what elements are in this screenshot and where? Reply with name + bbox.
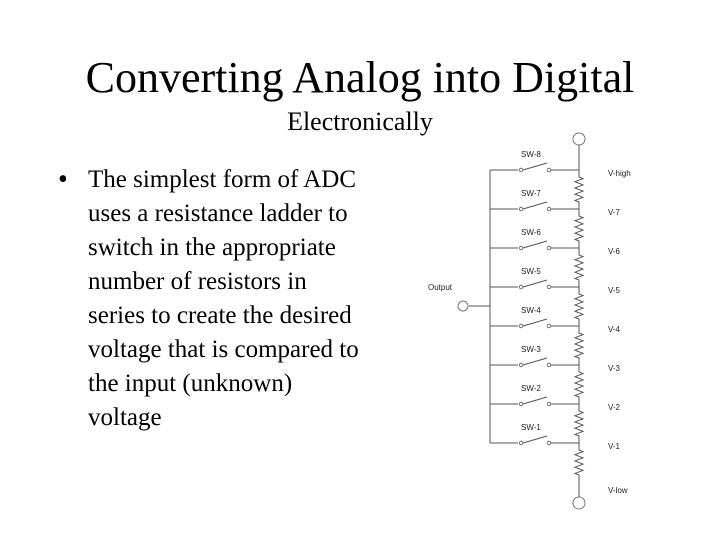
resistor	[575, 365, 583, 404]
switch-contact	[547, 168, 551, 172]
switch-contact	[547, 402, 551, 406]
switch-contact	[547, 207, 551, 211]
switch-lever	[523, 358, 547, 365]
switch-lever	[523, 319, 547, 326]
switch-lever	[523, 397, 547, 404]
voltage-label: V-7	[608, 208, 621, 217]
voltage-label: V-3	[608, 364, 621, 373]
switch-label: SW-1	[521, 423, 541, 432]
switch-contact	[519, 246, 523, 250]
resistor	[575, 404, 583, 443]
switch-label: SW-6	[521, 228, 541, 237]
switch-contact	[519, 402, 523, 406]
resistor	[575, 170, 583, 209]
resistor	[575, 248, 583, 287]
switch-lever	[523, 241, 547, 248]
switch-contact	[519, 441, 523, 445]
voltage-label: V-2	[608, 403, 621, 412]
resistor	[575, 287, 583, 326]
switch-label: SW-3	[521, 345, 541, 354]
voltage-label: V-low	[608, 486, 628, 495]
switch-contact	[547, 246, 551, 250]
switch-contact	[519, 207, 523, 211]
top-terminal	[573, 133, 585, 145]
voltage-label: V-4	[608, 325, 621, 334]
switch-contact	[547, 324, 551, 328]
switch-label: SW-4	[521, 306, 541, 315]
switch-lever	[523, 280, 547, 287]
resistor	[575, 326, 583, 365]
voltage-label: V-6	[608, 247, 621, 256]
switch-lever	[523, 163, 547, 170]
voltage-label: V-5	[608, 286, 621, 295]
slide-subtitle: Electronically	[287, 107, 433, 136]
output-terminal	[458, 301, 468, 311]
switch-label: SW-5	[521, 267, 541, 276]
bullet-marker: •	[58, 164, 68, 195]
switch-contact	[547, 441, 551, 445]
switch-lever	[523, 202, 547, 209]
resistor	[575, 443, 583, 482]
switch-label: SW-7	[521, 189, 541, 198]
switch-contact	[519, 285, 523, 289]
switch-label: SW-8	[521, 150, 541, 159]
switch-contact	[547, 363, 551, 367]
resistor	[575, 209, 583, 248]
slide-title: Converting Analog into Digital	[85, 53, 635, 102]
switch-contact	[547, 285, 551, 289]
switch-contact	[519, 324, 523, 328]
voltage-label: V-1	[608, 442, 621, 451]
bottom-terminal	[573, 497, 585, 509]
voltage-label: V-high	[608, 169, 631, 178]
switch-lever	[523, 436, 547, 443]
switch-contact	[519, 363, 523, 367]
ladder-elements	[490, 150, 631, 495]
switch-label: SW-2	[521, 384, 541, 393]
switch-contact	[519, 168, 523, 172]
output-label: Output	[428, 283, 453, 292]
bullet-text: The simplest form of ADC uses a resistance ladder to switch in the appropriate number of resistors in series to create the desired voltage that is compared to the input (unknown) voltage	[88, 166, 359, 431]
